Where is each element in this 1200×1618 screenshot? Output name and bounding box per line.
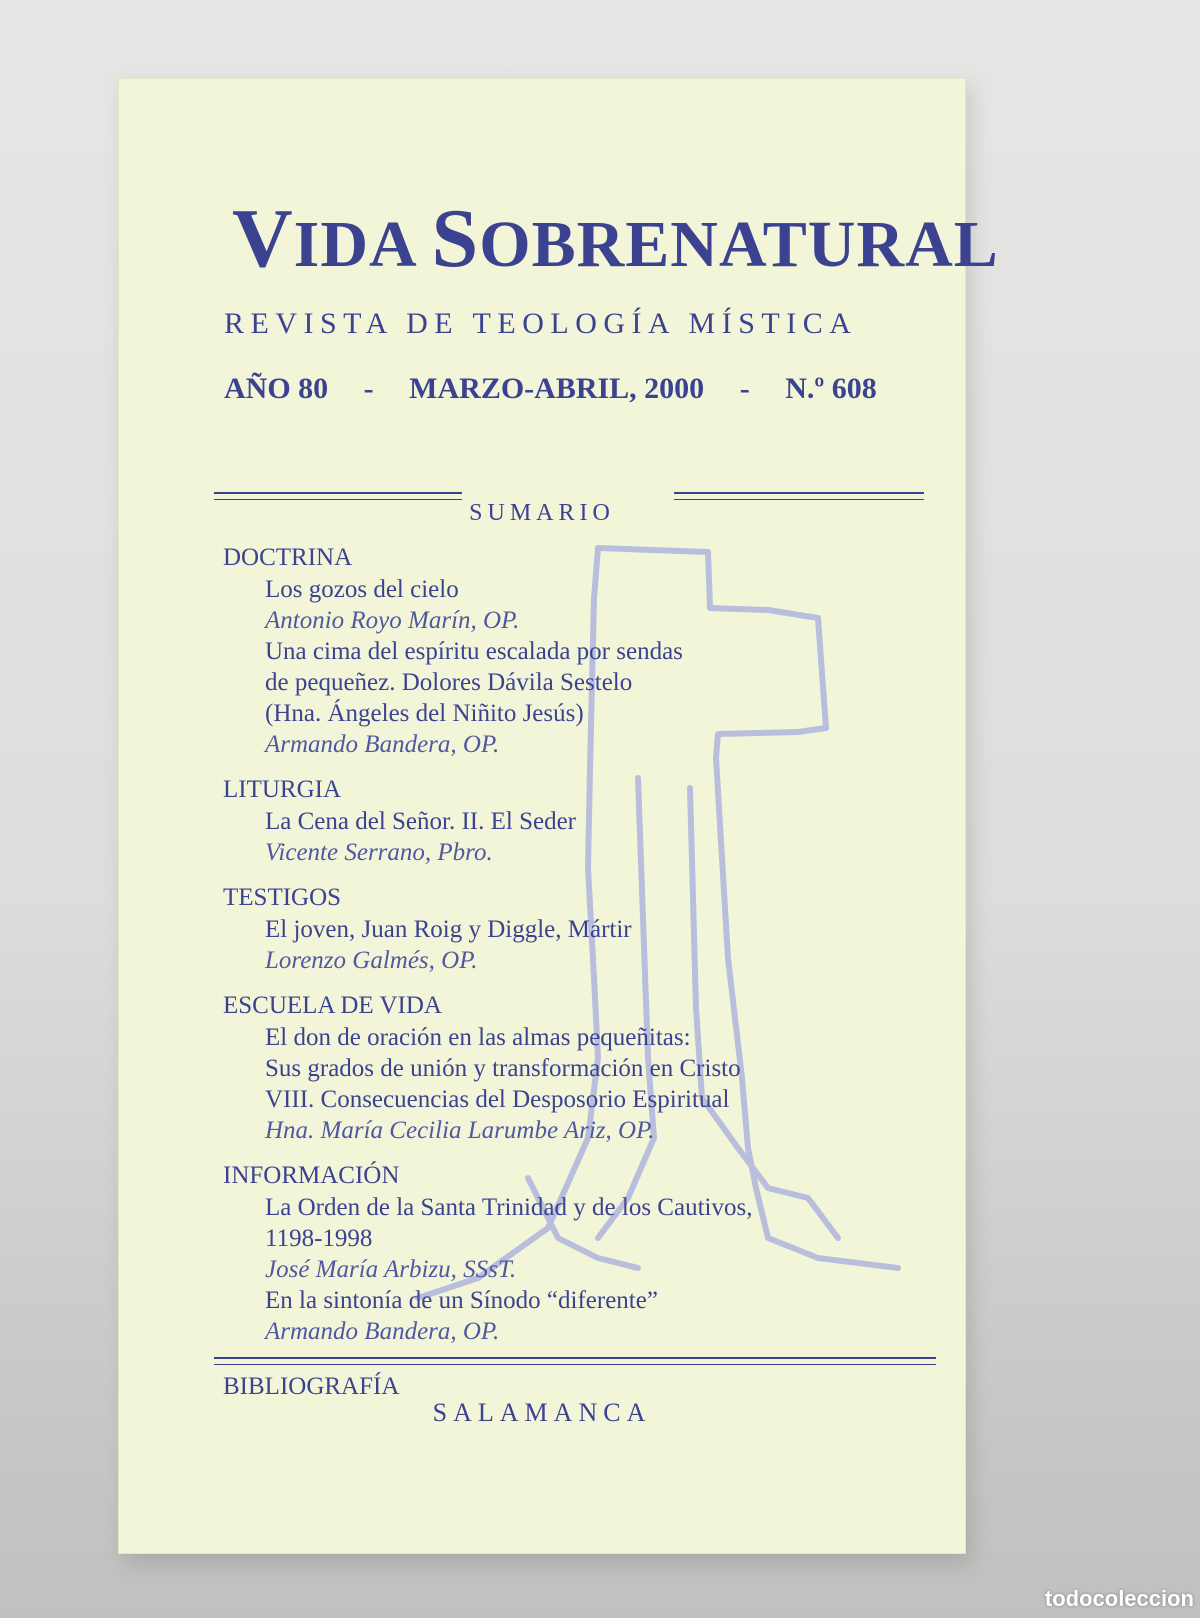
article-title-line: La Orden de la Santa Trinidad y de los Cautivos, [265, 1194, 753, 1221]
title-initial-2: S [431, 192, 480, 285]
article-author: Hna. María Cecilia Larumbe Ariz, OP. [265, 1117, 655, 1144]
issue-separator-1: - [363, 372, 374, 405]
footer-rule [214, 1357, 936, 1365]
section-heading: TESTIGOS [223, 884, 342, 911]
article-author: Armando Bandera, OP. [265, 1318, 500, 1345]
issue-separator-2: - [739, 372, 750, 405]
article-title-line: El joven, Juan Roig y Diggle, Mártir [265, 916, 632, 943]
section-heading-bibliografia: BIBLIOGRAFÍA [223, 1373, 400, 1400]
section-heading: ESCUELA DE VIDA [223, 992, 442, 1019]
title-rest-1: IDA [293, 208, 415, 281]
table-of-contents [223, 542, 923, 1403]
article-title-line: de pequeñez. Dolores Dávila Sestelo [265, 669, 633, 696]
article-author: Armando Bandera, OP. [265, 731, 500, 758]
title-initial-1: V [232, 192, 294, 285]
article-author: José María Arbizu, SSsT. [265, 1256, 517, 1283]
watermark-text: todocoleccion [1044, 1586, 1194, 1611]
issue-date: MARZO-ABRIL, 2000 [409, 372, 705, 405]
section-heading: DOCTRINA [223, 544, 353, 571]
article-title-line: Sus grados de unión y transformación en Cristo [265, 1055, 741, 1082]
article-author: Vicente Serrano, Pbro. [265, 839, 493, 866]
issue-number: N.º 608 [785, 372, 877, 405]
sumario-rule-left [214, 492, 462, 500]
sumario-heading: SUMARIO [469, 500, 615, 526]
publisher-city: SALAMANCA [432, 1398, 652, 1427]
article-title-line: (Hna. Ángeles del Niñito Jesús) [265, 700, 584, 727]
sumario-rule-right [674, 492, 924, 500]
title-rest-2: OBRENATURAL [479, 208, 999, 281]
article-title-line: Los gozos del cielo [265, 576, 459, 603]
magazine-subtitle: REVISTA DE TEOLOGÍA MÍSTICA [224, 307, 858, 340]
issue-year: AÑO 80 [224, 372, 329, 405]
section-spacer [223, 868, 923, 882]
article-title-line: El don de oración en las almas pequeñitas: [265, 1024, 691, 1051]
magazine-title [232, 190, 999, 287]
magazine-cover [118, 78, 999, 1554]
article-title-line: La Cena del Señor. II. El Seder [265, 808, 577, 835]
article-author: Antonio Royo Marín, OP. [265, 607, 520, 634]
section-spacer [223, 1146, 923, 1160]
article-title-line: VIII. Consecuencias del Desposorio Espiritual [265, 1086, 730, 1113]
article-author: Lorenzo Galmés, OP. [265, 947, 478, 974]
section-heading: INFORMACIÓN [223, 1162, 400, 1189]
section-spacer [223, 760, 923, 774]
article-title-line: En la sintonía de un Sínodo “diferente” [265, 1287, 658, 1314]
section-heading: LITURGIA [223, 776, 342, 803]
article-title-line: 1198-1998 [265, 1225, 373, 1252]
article-title-line: Una cima del espíritu escalada por sendas [265, 638, 683, 665]
section-spacer [223, 976, 923, 990]
issue-line [224, 372, 877, 406]
